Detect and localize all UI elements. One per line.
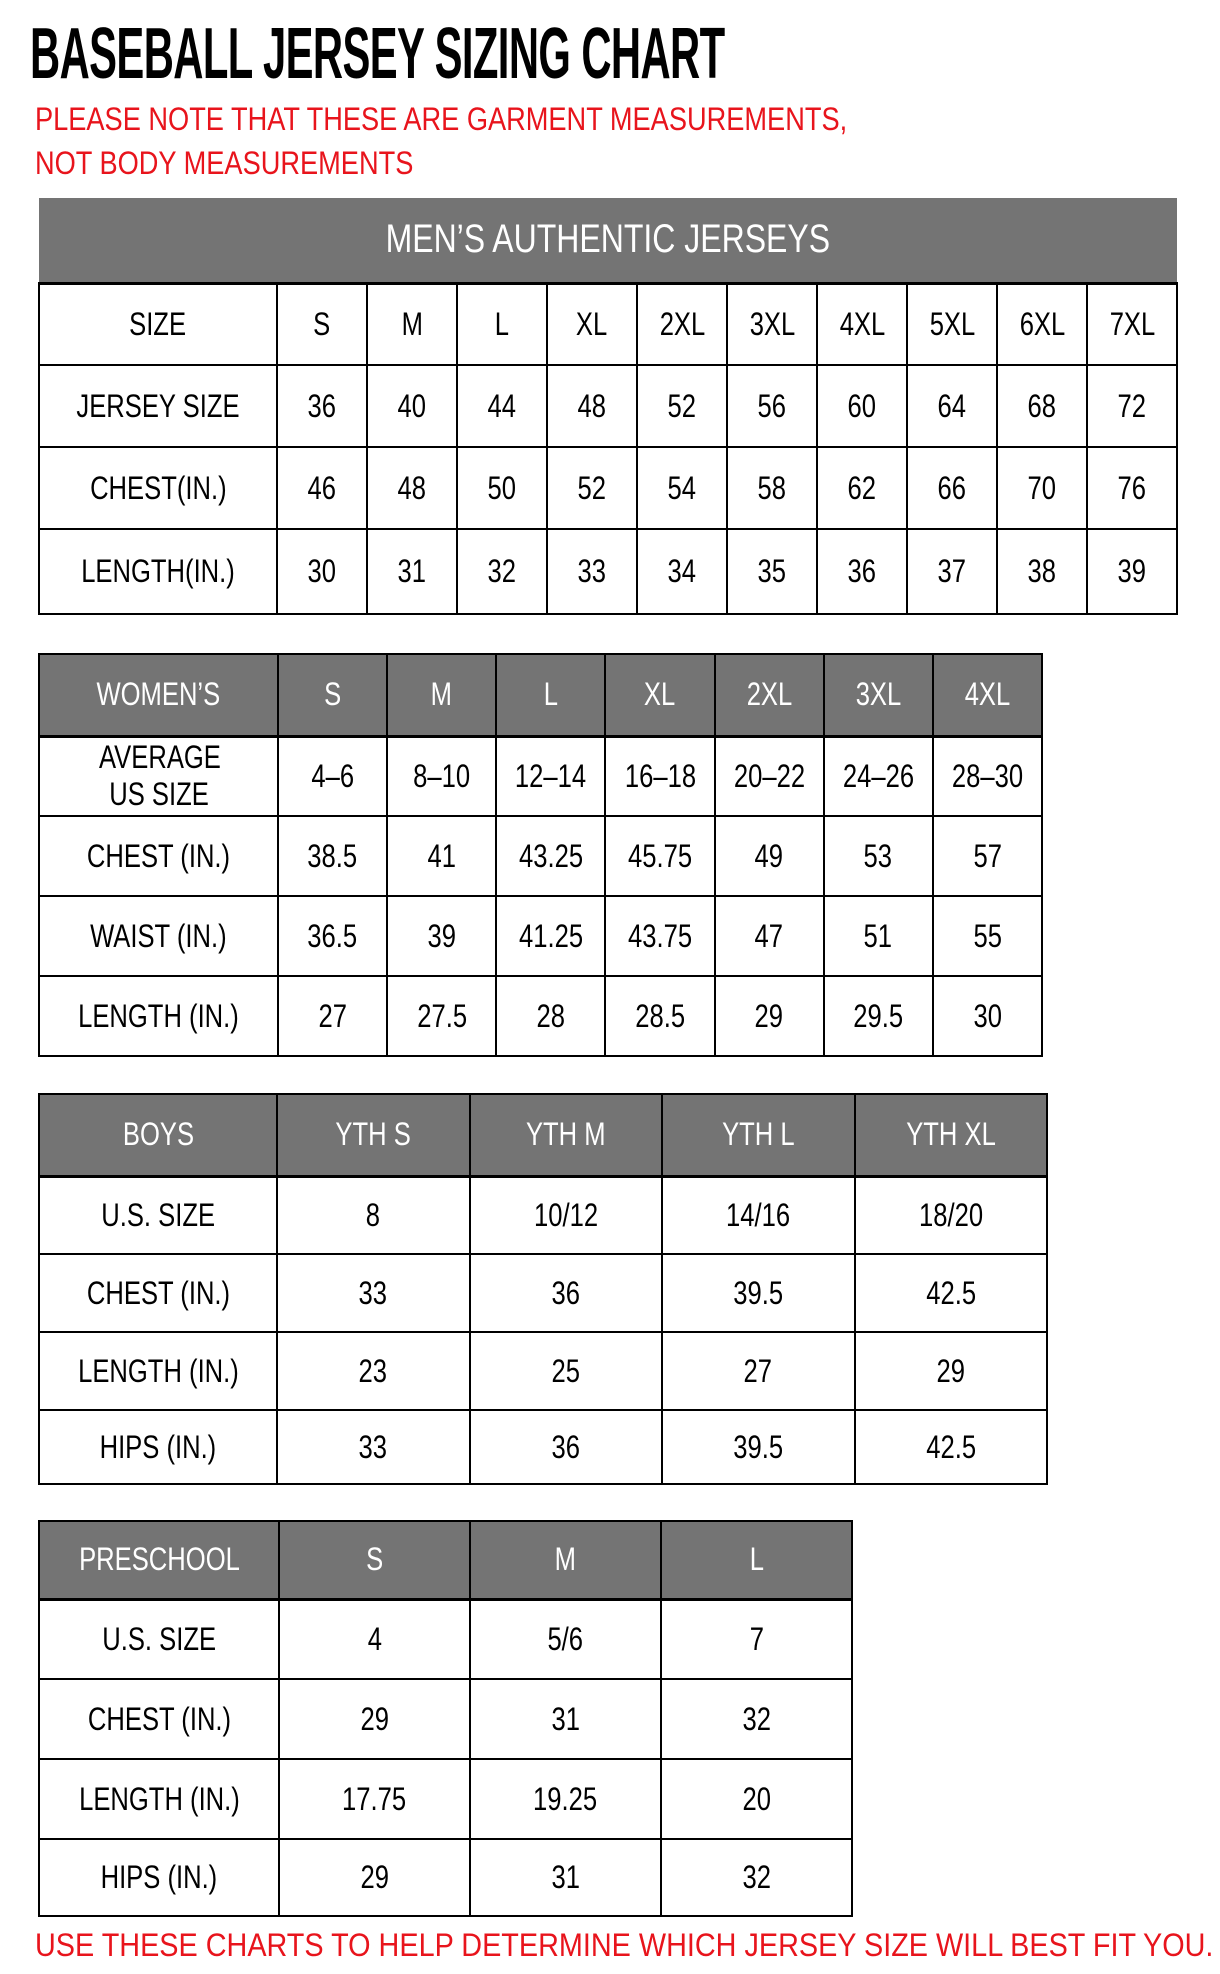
column-header: S — [279, 1521, 470, 1599]
cell: 33 — [277, 1410, 470, 1484]
cell: 27 — [662, 1332, 855, 1410]
cell: 38 — [997, 529, 1087, 614]
womens-header-row — [39, 654, 1042, 736]
column-header: L — [457, 283, 547, 365]
cell: 36 — [277, 365, 367, 447]
cell: 68 — [997, 365, 1087, 447]
preschool-jerseys-table — [38, 1520, 853, 1917]
row-label: HIPS (IN.) — [39, 1839, 279, 1916]
table-title-cell: WOMEN’S — [39, 654, 278, 736]
cell: 30 — [933, 976, 1042, 1056]
cell: 70 — [997, 447, 1087, 529]
cell: 52 — [547, 447, 637, 529]
cell: 33 — [277, 1254, 470, 1332]
cell: 72 — [1087, 365, 1177, 447]
cell: 39 — [1087, 529, 1177, 614]
row-label: CHEST(IN.) — [39, 447, 277, 529]
cell: 23 — [277, 1332, 470, 1410]
cell: 41.25 — [496, 896, 605, 976]
cell: 36 — [470, 1410, 663, 1484]
cell: 25 — [470, 1332, 663, 1410]
garment-measurement-note — [35, 97, 1055, 185]
column-header: 4XL — [817, 283, 907, 365]
cell: 53 — [824, 816, 933, 896]
table-title-cell: BOYS — [39, 1094, 277, 1176]
column-header: 7XL — [1087, 283, 1177, 365]
cell: 35 — [727, 529, 817, 614]
row-label: CHEST (IN.) — [39, 816, 278, 896]
cell: 32 — [457, 529, 547, 614]
cell: 41 — [387, 816, 496, 896]
cell: 42.5 — [855, 1254, 1048, 1332]
mens-size-header-row — [39, 283, 1177, 365]
cell: 42.5 — [855, 1410, 1048, 1484]
row-label: LENGTH(IN.) — [39, 529, 277, 614]
column-header: 4XL — [933, 654, 1042, 736]
preschool-us-size-row — [39, 1599, 852, 1679]
column-header: 5XL — [907, 283, 997, 365]
row-label: U.S. SIZE — [39, 1176, 277, 1254]
column-header: 2XL — [637, 283, 727, 365]
column-header: XL — [605, 654, 714, 736]
row-label: LENGTH (IN.) — [39, 1332, 277, 1410]
womens-chest-row — [39, 816, 1042, 896]
column-header: 6XL — [997, 283, 1087, 365]
cell: 19.25 — [470, 1759, 661, 1839]
cell: 33 — [547, 529, 637, 614]
boys-length-row — [39, 1332, 1047, 1410]
page-title — [30, 14, 1220, 94]
cell: 32 — [661, 1839, 852, 1916]
cell: 12–14 — [496, 736, 605, 816]
cell: 39.5 — [662, 1410, 855, 1484]
cell: 27.5 — [387, 976, 496, 1056]
cell: 36.5 — [278, 896, 387, 976]
cell: 18/20 — [855, 1176, 1048, 1254]
row-label: CHEST (IN.) — [39, 1679, 279, 1759]
cell: 36 — [817, 529, 907, 614]
womens-waist-row — [39, 896, 1042, 976]
cell: 48 — [547, 365, 637, 447]
cell: 20 — [661, 1759, 852, 1839]
cell: 60 — [817, 365, 907, 447]
column-header: S — [277, 283, 367, 365]
cell: 36 — [470, 1254, 663, 1332]
boys-header-row — [39, 1094, 1047, 1176]
cell: 31 — [367, 529, 457, 614]
cell: 52 — [637, 365, 727, 447]
cell: 58 — [727, 447, 817, 529]
cell: 57 — [933, 816, 1042, 896]
row-label: LENGTH (IN.) — [39, 1759, 279, 1839]
row-label: WAIST (IN.) — [39, 896, 278, 976]
preschool-hips-row — [39, 1839, 852, 1916]
cell: 55 — [933, 896, 1042, 976]
cell: 34 — [637, 529, 727, 614]
column-header: YTH XL — [855, 1094, 1048, 1176]
cell: 43.25 — [496, 816, 605, 896]
row-label: SIZE — [39, 283, 277, 365]
row-label: HIPS (IN.) — [39, 1410, 277, 1484]
column-header: 2XL — [715, 654, 824, 736]
column-header: 3XL — [727, 283, 817, 365]
cell: 31 — [470, 1839, 661, 1916]
cell: 62 — [817, 447, 907, 529]
cell: 31 — [470, 1679, 661, 1759]
cell: 7 — [661, 1599, 852, 1679]
cell: 50 — [457, 447, 547, 529]
cell: 49 — [715, 816, 824, 896]
boys-hips-row — [39, 1410, 1047, 1484]
cell: 28–30 — [933, 736, 1042, 816]
cell: 37 — [907, 529, 997, 614]
mens-authentic-jerseys-table — [38, 198, 1178, 615]
cell: 51 — [824, 896, 933, 976]
mens-jersey-size-row — [39, 365, 1177, 447]
cell: 27 — [278, 976, 387, 1056]
cell: 17.75 — [279, 1759, 470, 1839]
cell: 66 — [907, 447, 997, 529]
cell: 46 — [277, 447, 367, 529]
cell: 44 — [457, 365, 547, 447]
row-label: JERSEY SIZE — [39, 365, 277, 447]
mens-table-banner-text: MEN’S AUTHENTIC JERSEYS — [385, 217, 831, 262]
column-header: M — [470, 1521, 661, 1599]
column-header: 3XL — [824, 654, 933, 736]
cell: 45.75 — [605, 816, 714, 896]
cell: 29 — [855, 1332, 1048, 1410]
preschool-chest-row — [39, 1679, 852, 1759]
boys-us-size-row — [39, 1176, 1047, 1254]
cell: 47 — [715, 896, 824, 976]
page-title-text: BASEBALL JERSEY SIZING CHART — [30, 14, 725, 94]
mens-chest-row — [39, 447, 1177, 529]
cell: 40 — [367, 365, 457, 447]
cell: 29.5 — [824, 976, 933, 1056]
cell: 38.5 — [278, 816, 387, 896]
cell: 8 — [277, 1176, 470, 1254]
preschool-length-row — [39, 1759, 852, 1839]
cell: 56 — [727, 365, 817, 447]
mens-table-banner — [39, 198, 1177, 283]
womens-length-row — [39, 976, 1042, 1056]
column-header: XL — [547, 283, 637, 365]
row-label: LENGTH (IN.) — [39, 976, 278, 1056]
column-header: YTH L — [662, 1094, 855, 1176]
column-header: YTH S — [277, 1094, 470, 1176]
row-label: AVERAGE US SIZE — [39, 736, 278, 816]
column-header: M — [367, 283, 457, 365]
cell: 28.5 — [605, 976, 714, 1056]
cell: 48 — [367, 447, 457, 529]
cell: 54 — [637, 447, 727, 529]
cell: 24–26 — [824, 736, 933, 816]
cell: 4 — [279, 1599, 470, 1679]
column-header: YTH M — [470, 1094, 663, 1176]
footer-note — [35, 1926, 1220, 1964]
cell: 39 — [387, 896, 496, 976]
cell: 30 — [277, 529, 367, 614]
womens-us-size-row — [39, 736, 1042, 816]
column-header: M — [387, 654, 496, 736]
preschool-header-row — [39, 1521, 852, 1599]
boys-jerseys-table — [38, 1093, 1048, 1485]
cell: 29 — [279, 1839, 470, 1916]
cell: 39.5 — [662, 1254, 855, 1332]
womens-jerseys-table — [38, 653, 1043, 1057]
cell: 32 — [661, 1679, 852, 1759]
column-header: L — [661, 1521, 852, 1599]
column-header: S — [278, 654, 387, 736]
cell: 20–22 — [715, 736, 824, 816]
row-label: U.S. SIZE — [39, 1599, 279, 1679]
column-header: L — [496, 654, 605, 736]
mens-length-row — [39, 529, 1177, 614]
cell: 4–6 — [278, 736, 387, 816]
cell: 14/16 — [662, 1176, 855, 1254]
table-title-cell: PRESCHOOL — [39, 1521, 279, 1599]
cell: 29 — [279, 1679, 470, 1759]
boys-chest-row — [39, 1254, 1047, 1332]
cell: 29 — [715, 976, 824, 1056]
cell: 28 — [496, 976, 605, 1056]
cell: 10/12 — [470, 1176, 663, 1254]
cell: 43.75 — [605, 896, 714, 976]
cell: 16–18 — [605, 736, 714, 816]
cell: 76 — [1087, 447, 1177, 529]
mens-table-banner-row — [39, 198, 1177, 283]
cell: 5/6 — [470, 1599, 661, 1679]
footer-text: USE THESE CHARTS TO HELP DETERMINE WHICH JERSEY SIZE WILL BEST FIT YOU. — [35, 1927, 1214, 1963]
cell: 8–10 — [387, 736, 496, 816]
cell: 64 — [907, 365, 997, 447]
note-text: PLEASE NOTE THAT THESE ARE GARMENT MEASUREMENTS, NOT BODY MEASUREMENTS — [35, 101, 848, 181]
row-label: CHEST (IN.) — [39, 1254, 277, 1332]
